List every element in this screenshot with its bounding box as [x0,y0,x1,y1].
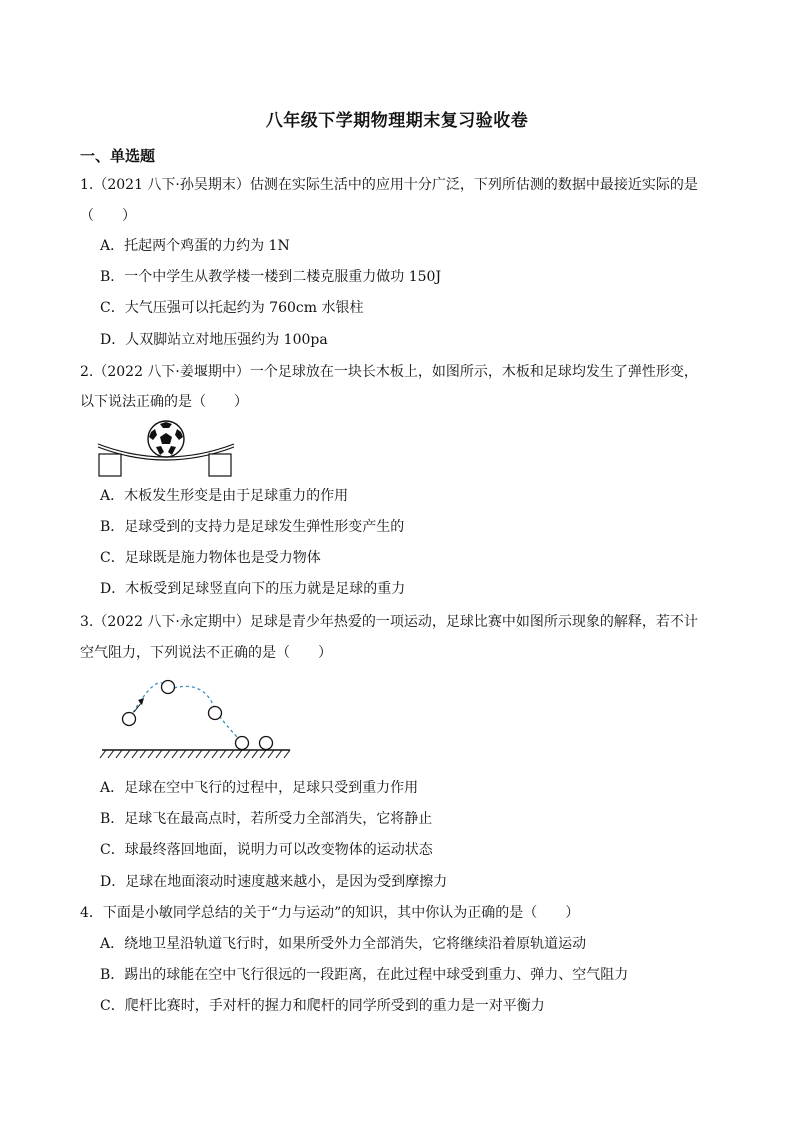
football-on-board-figure [96,418,236,478]
question-1-text: 1.（2021 八下·孙吴期末）估测在实际生活中的应用十分广泛，下列所估测的数据中最接近实际的是 [80,177,698,193]
question-3-option-a: A．足球在空中飞行的过程中，足球只受到重力作用 [100,780,419,796]
question-2-option-a: A．木板发生形变是由于足球重力的作用 [100,488,349,504]
question-3-text-cont: 空气阻力，下列说法不正确的是（ ） [80,645,332,661]
question-1-option-c: C．大气压强可以托起约为 760cm 水银柱 [100,300,364,316]
question-4-option-a: A．绕地卫星沿轨道飞行时，如果所受外力全部消失，它将继续沿着原轨道运动 [100,936,587,952]
question-3-option-c: C．球最终落回地面，说明力可以改变物体的运动状态 [100,842,433,858]
football-icon [148,421,184,457]
question-4-text: 4．下面是小敏同学总结的关于“力与运动”的知识，其中你认为正确的是（ ） [80,905,580,921]
question-4-option-b: B．踢出的球能在空中飞行很远的一段距离，在此过程中球受到重力、弹力、空气阻力 [100,967,629,983]
question-2-text: 2.（2022 八下·姜堰期中）一个足球放在一块长木板上，如图所示，木板和足球均发生了弹性形变， [80,364,698,380]
question-1-option-b: B．一个中学生从教学楼一楼到二楼克服重力做功 150J [100,269,442,285]
section-heading: 一、单选题 [80,147,156,165]
question-1-option-a: A．托起两个鸡蛋的力约为 1N [100,238,290,254]
question-2-option-d: D．木板受到足球竖直向下的压力就是足球的重力 [100,581,406,597]
question-2-option-b: B．足球受到的支持力是足球发生弹性形变产生的 [100,519,405,535]
page-title: 八年级下学期物理期末复习验收卷 [265,111,529,131]
question-4-option-c: C．爬杆比赛时，手对杆的握力和爬杆的同学所受到的重力是一对平衡力 [100,998,545,1014]
question-3-text: 3.（2022 八下·永定期中）足球是青少年热爱的一项运动，足球比赛中如图所示现象的解释，若不计 [80,614,698,630]
question-1-option-d: D．人双脚站立对地压强约为 100pa [100,332,328,348]
question-3-option-d: D．足球在地面滚动时速度越来越小，是因为受到摩擦力 [100,874,448,890]
question-1-text-cont: （ ） [80,208,136,224]
question-2-text-cont: 以下说法正确的是（ ） [80,394,248,410]
ball-trajectory-figure [98,674,294,764]
question-3-option-b: B．足球飞在最高点时，若所受力全部消失，它将静止 [100,811,433,827]
question-2-option-c: C．足球既是施力物体也是受力物体 [100,550,321,566]
